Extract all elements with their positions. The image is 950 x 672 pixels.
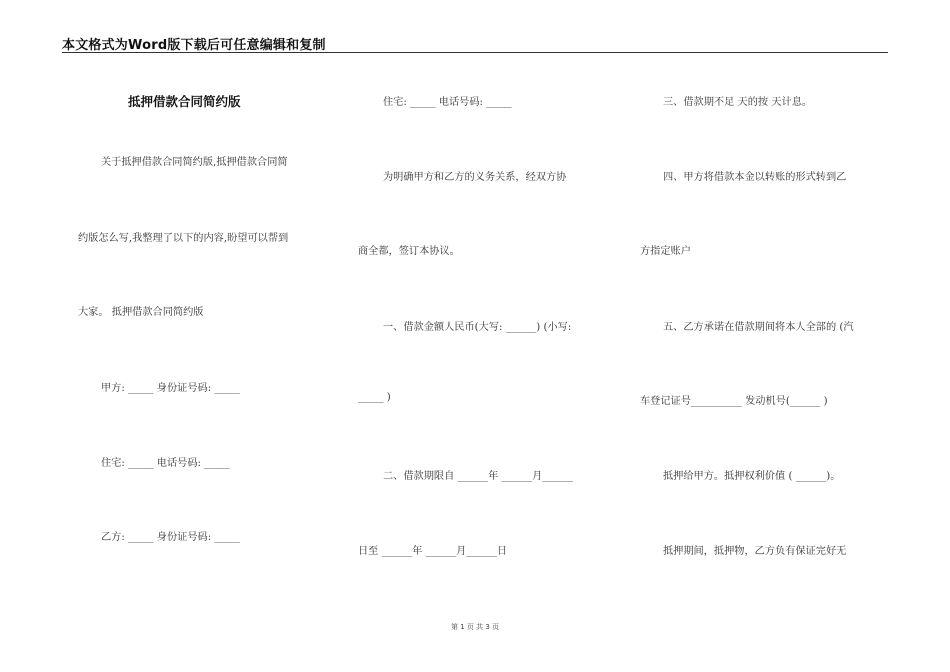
document-title: 抵押借款合同简约版 [128, 94, 241, 109]
col1-line-5: 住宅: _____ 电话号码: _____ [101, 458, 230, 469]
page-header [62, 34, 888, 53]
col2-line-4: 一、借款金额人民币(大写: ______) (小写: [383, 322, 572, 333]
col3-line-7: 抵押期间，抵押物，乙方负有保证完好无 [663, 546, 847, 557]
col1-line-2: 约版怎么写,我整理了以下的内容,盼望可以帮到 [78, 233, 289, 244]
col3-line-1: 三、借款期不足 天的按 天计息。 [663, 97, 813, 108]
col2-line-1: 住宅: _____ 电话号码: _____ [383, 97, 512, 108]
col2-line-3: 商全都，签订本协议。 [358, 246, 460, 257]
col1-line-1: 关于抵押借款合同简约版,抵押借款合同简 [101, 157, 288, 168]
page-number: 第 1 页 共 3 页 [450, 623, 500, 631]
col3-line-3: 方指定账户 [640, 246, 691, 257]
col2-line-6: 二、借款期限自 ______年 ______月______ [383, 471, 573, 482]
col1-line-6: 乙方: _____ 身份证号码: _____ [101, 532, 240, 543]
col3-line-2: 四、甲方将借款本金以转账的形式转到乙 [663, 172, 847, 183]
col3-line-6: 抵押给甲方。抵押权利价值 ( ______)。 [663, 471, 841, 482]
col3-line-5: 车登记证号__________ 发动机号(______ ) [640, 396, 828, 407]
col1-line-3: 大家。 抵押借款合同简约版 [78, 307, 204, 318]
col3-line-4: 五、乙方承诺在借款期间将本人全部的 (汽 [663, 322, 854, 333]
header-text: 本文格式为Word版下载后可任意编辑和复制 [62, 38, 326, 53]
col1-line-4: 甲方: _____ 身份证号码: _____ [101, 383, 240, 394]
col2-line-7: 日至 ______年 ______月______日 [358, 546, 508, 557]
col2-line-5: _____ ) [358, 392, 391, 403]
col2-line-2: 为明确甲方和乙方的义务关系，经双方协 [383, 172, 567, 183]
